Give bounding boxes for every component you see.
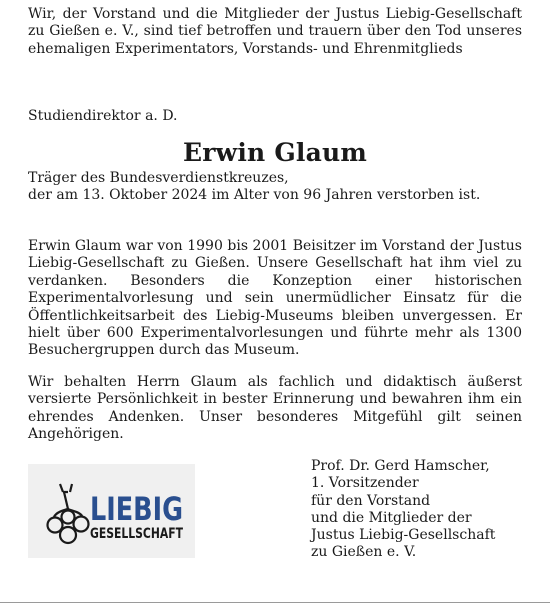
death-statement: der am 13. Oktober 2024 im Alter von 96 Jahren verstorben ist. [28,187,481,203]
closing-paragraph: Wir behalten Herrn Glaum als fachlich und didaktisch äußerst versierte Persönlichkeit in bester Erinnerung und bewahren ihm ein ehrendes Andenken. Unser besonderes Mitgefühl gilt seinen Angehörigen. [28,374,522,443]
signature-line: 1. Vorsitzender [311,475,419,492]
academic-title: Studiendirektor a. D. [28,108,178,124]
honor-line: Träger des Bundesverdienstkreuzes, [28,170,289,186]
intro-paragraph: Wir, der Vorstand und die Mitglieder der Justus Liebig-Gesellschaft zu Gießen e. V., sind tief betroffen und trauern über den Tod unseres ehemaligen Experimentators, Vorstands- und Ehrenmitglieds [28,6,522,57]
signature-line: Prof. Dr. Gerd Hamscher, [311,458,490,474]
signature-line: für den Vorstand [311,492,431,509]
logo-word-liebig: LIEBIG [90,490,183,528]
liebig-gesellschaft-logo [28,464,195,558]
deceased-name: Erwin Glaum [183,138,367,167]
biography-paragraph: Erwin Glaum war von 1990 bis 2001 Beisitzer im Vorstand der Justus Liebig-Gesellschaft zu Gießen. Unsere Gesellschaft hat ihm viel zu verdanken. Besonders die Konzeption einer historischen Experimentalvorlesung und sein unermüdlicher Einsatz für die Öffentlichkeitsarbeit des Liebig-Museums bleiben unvergessen. Er hielt über 600 Experimentalvorlesungen und führte mehr als 1300 Besuchergruppen durch das Museum. [28,238,522,359]
signature-line: und die Mitglieder der [311,509,472,526]
logo-word-gesellschaft: GESELLSCHAFT [90,526,184,542]
flask-atoms-icon [48,484,89,543]
signature-line: Justus Liebig-Gesellschaft [311,527,496,544]
signature-line: zu Gießen e. V. [311,544,417,561]
signature-block [311,458,526,562]
